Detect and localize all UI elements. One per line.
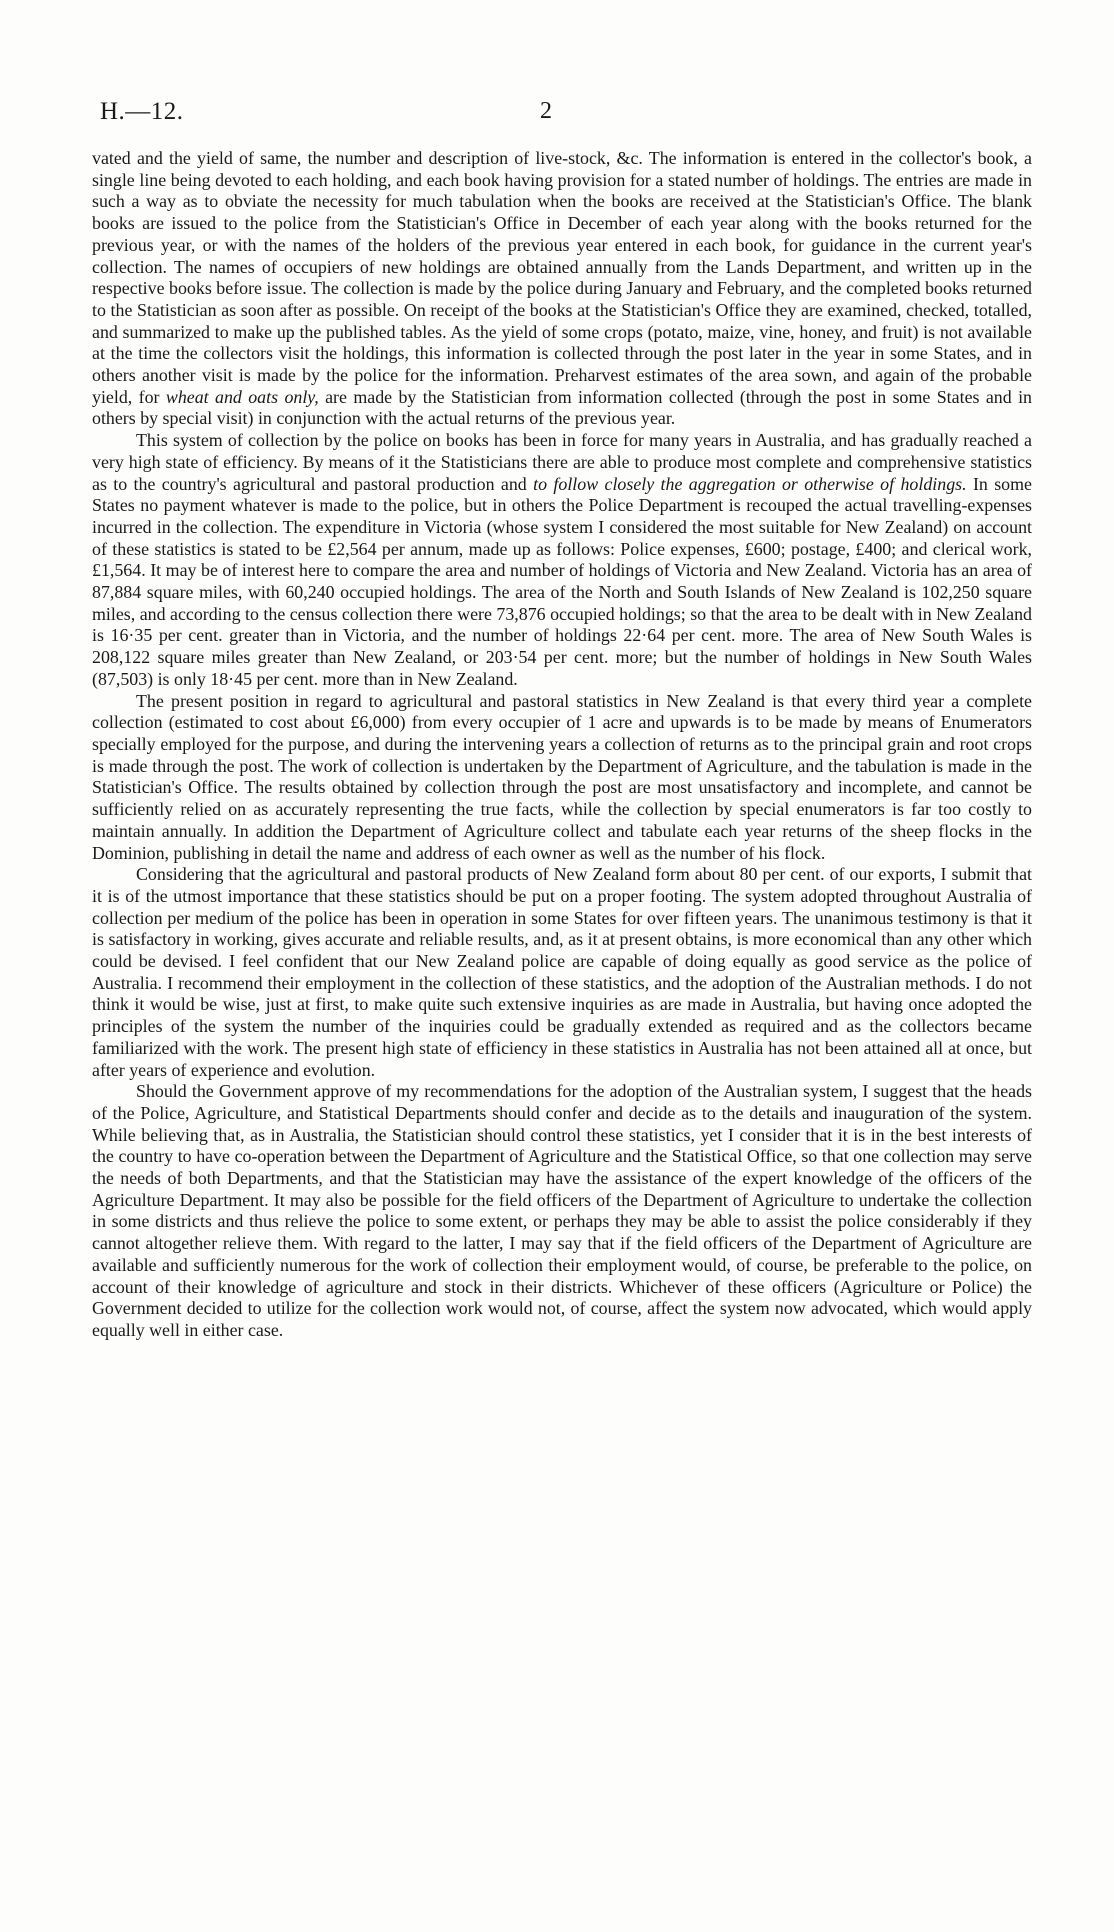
text-run: are made by the Statistician from information collected (through the post in some States and in others by special visit) in conjunction with the actual returns of the previous year.: [92, 386, 1032, 429]
text-run-italic: wheat and oats only,: [165, 386, 319, 407]
paragraph-considering: [92, 864, 1032, 1081]
text-run: Considering that the agricultural and pastoral products of New Zealand form about 80 per cent. of our exports, I submit that it is of the utmost importance that these statistics should be put on a proper footing. The system adopted throughout Australia of collection per medium of the police has been in operation in some States for over fifteen years. The unanimous testimony is that it is satisfactory in working, gives accurate and reliable results, and, as it at present obtains, is more economical than any other which could be devised. I feel confident that our New Zealand police are capable of doing equally as good service as the police of Australia. I recommend their employment in the collection of these statistics, and the adoption of the Australian methods. I do not think it would be wise, just at first, to make quite such extensive inquiries as are made in Australia, but having once adopted the principles of the system the number of the inquiries could be gradually extended as required and as the collectors became familiarized with the work. The present high state of efficiency in these statistics in Australia has not been attained all at once, but after years of experience and evolution.: [92, 864, 1032, 1080]
paragraph-recommendation: [92, 1081, 1032, 1341]
text-run-italic: to follow closely the aggregation or otherwise of holdings.: [533, 473, 967, 494]
page-number: 2: [540, 98, 552, 124]
paragraph-continued: [92, 148, 1032, 430]
paragraph-police-system: [92, 430, 1032, 690]
text-run: vated and the yield of same, the number and description of live-stock, &c. The information is entered in the collector's book, a single line being devoted to each holding, and each book having provision for a stated number of holdings. The entries are made in such a way as to obviate the necessity for much tabulation when the books are received at the Statistician's Office. The blank books are issued to the police from the Statistician's Office in December of each year along with the books returned for the previous year, or with the names of the holders of the previous year entered in each book, for guidance in the current year's collection. The names of occupiers of new holdings are obtained annually from the Lands Department, and written up in the respective books before issue. The collection is made by the police during January and February, and the completed books returned to the Statistician as soon after as possible. On receipt of the books at the Statistician's Office they are examined, checked, totalled, and summarized to make up the published tables. As the yield of some crops (potato, maize, vine, honey, and fruit) is not available at the time the collectors visit the holdings, this information is collected through the post later in the year in some States, and in others another visit is made by the police for the information. Preharvest estimates of the area sown, and again of the probable yield, for: [92, 148, 1032, 407]
text-run: Should the Government approve of my recommendations for the adoption of the Australian system, I suggest that the heads of the Police, Agriculture, and Statistical Departments should confer and decide as to the details and inauguration of the system. While believing that, as in Australia, the Statistician should control these statistics, yet I consider that it is in the best interests of the country to have co-operation between the Department of Agriculture and the Statistical Office, so that one collection may serve the needs of both Departments, and that the Statistician may have the assistance of the expert knowledge of the officers of the Agriculture Department. It may also be possible for the field officers of the Department of Agriculture to undertake the collection in some districts and thus relieve the police to some extent, or perhaps they may be able to assist the police considerably if they cannot altogether relieve them. With regard to the latter, I may say that if the field officers of the Department of Agriculture are available and sufficiently numerous for the work of collection their employment would, of course, be preferable to the police, on account of their knowledge of agriculture and stock in their districts. Whichever of these officers (Agriculture or Police) the Government decided to utilize for the collection work would not, of course, affect the system now advocated, which would apply equally well in either case.: [92, 1081, 1032, 1340]
page-header: [100, 98, 1040, 128]
paragraph-present-position: [92, 691, 1032, 865]
document-body: [92, 148, 1032, 1342]
text-run: This system of collection by the police on books has been in force for many years in Australia, and has gradually reached a very high state of efficiency. By means of it the Statisticians there are able to produce most complete and comprehensive statistics as to the country's agricultural and pastoral production and: [92, 430, 1032, 494]
document-reference: H.—12.: [100, 98, 184, 125]
text-run: The present position in regard to agricultural and pastoral statistics in New Zealand is that every third year a complete collection (estimated to cost about £6,000) from every occupier of 1 acre and upwards is to be made by means of Enumerators specially employed for the purpose, and during the intervening years a collection of returns as to the principal grain and root crops is made through the post. The work of collection is undertaken by the Department of Agriculture, and the tabulation is made in the Statistician's Office. The results obtained by collection through the post are most unsatisfactory and incomplete, and cannot be sufficiently relied on as accurately representing the true facts, while the collection by special enumerators is far too costly to maintain annually. In addition the Department of Agriculture collect and tabulate each year returns of the sheep flocks in the Dominion, publishing in detail the name and address of each owner as well as the number of his flock.: [92, 690, 1032, 863]
text-run: In some States no payment whatever is made to the police, but in others the Police Department is recouped the actual travelling-expenses incurred in the collection. The expenditure in Victoria (whose system I considered the most suitable for New Zealand) on account of these statistics is stated to be £2,564 per annum, made up as follows: Police expenses, £600; postage, £400; and clerical work, £1,564. It may be of interest here to compare the area and number of holdings of Victoria and New Zealand. Victoria has an area of 87,884 square miles, with 60,240 occupied holdings. The area of the North and South Islands of New Zealand is 102,250 square miles, and according to the census collection there were 73,876 occupied holdings; so that the area to be dealt with in New Zealand is 16·35 per cent. greater than in Victoria, and the number of holdings 22·64 per cent. more. The area of New South Wales is 208,122 square miles greater than New Zealand, or 203·54 per cent. more; but the number of holdings in New South Wales (87,503) is only 18·45 per cent. more than in New Zealand.: [92, 473, 1032, 689]
